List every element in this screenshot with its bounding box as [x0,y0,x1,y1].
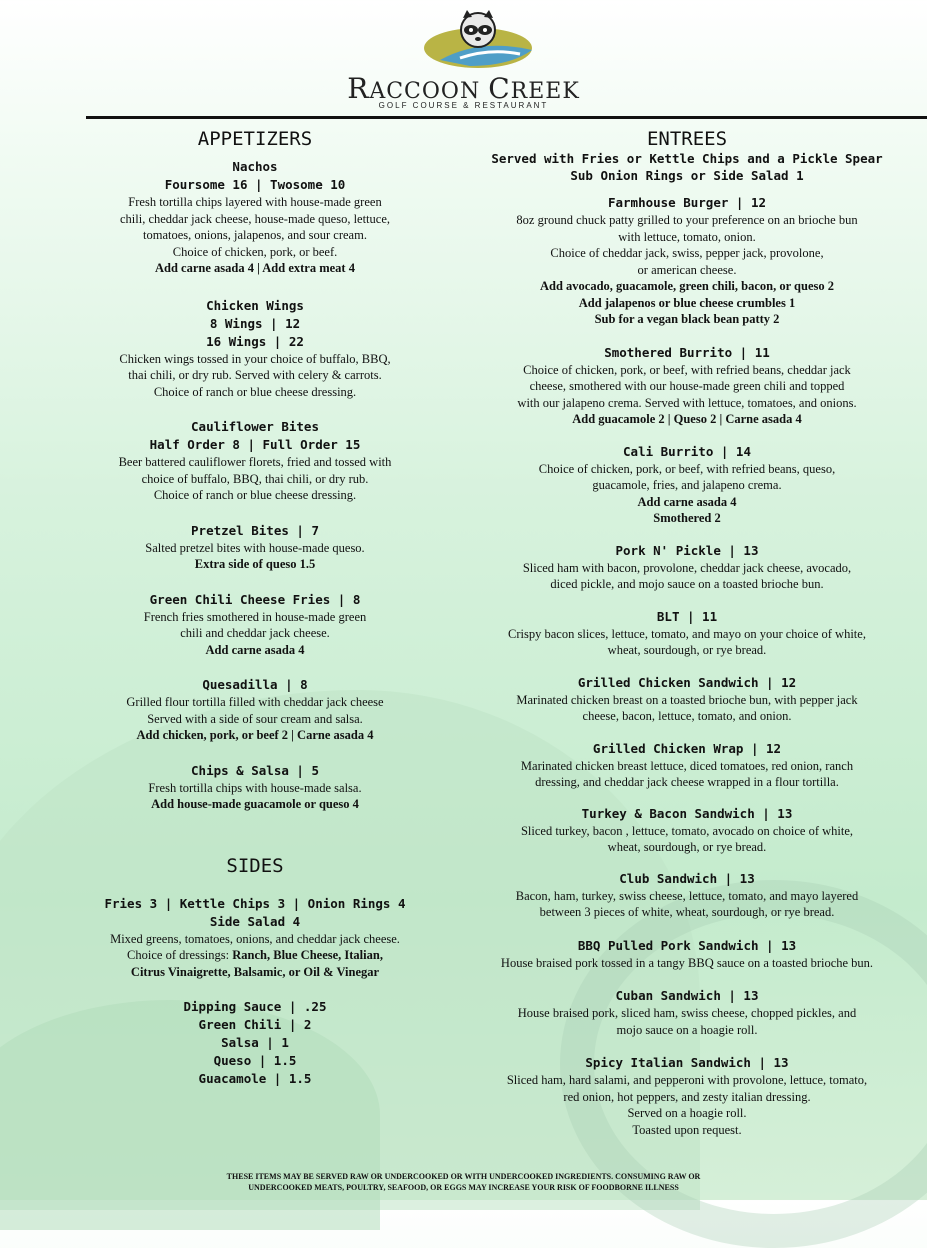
entrees-subtitle: Sub Onion Rings or Side Salad 1 [570,168,804,183]
item-description: House braised pork tossed in a tangy BBQ sauce on a toasted brioche bun. [500,955,874,970]
item-description: Fresh tortilla chips with house-made salsa. [148,780,362,795]
item-description: Beer battered cauliflower florets, fried and tossed with [118,455,392,469]
item-name: Cauliflower Bites [191,419,319,434]
item-name: Pretzel Bites | 7 [191,522,319,538]
item-description: between 3 pieces of white, wheat, sourdough, or rye bread. [539,905,835,919]
appetizers-title: APPETIZERS [197,128,313,150]
item-addon: Add carne asada 4 [637,494,737,509]
sides-dressings-cont: Citrus Vinaigrette, Balsamic, or Oil & Vinegar [130,964,380,979]
item-name: Quesadilla | 8 [202,677,308,692]
menu-item [85,158,425,277]
item-description: French fries smothered in house-made green [143,609,367,624]
menu-item [468,1054,906,1138]
food-safety-disclaimer [0,1171,927,1193]
item-description: 8oz ground chuck patty grilled to your preference on an brioche bun [516,213,858,227]
dipping-sauce-list [85,998,425,1088]
item-description: cheese, bacon, lettuce, tomato, and onion. [582,709,792,723]
item-price-line: 8 Wings | 12 [209,315,301,331]
item-description: wheat, sourdough, or rye bread. [607,643,767,657]
item-name: Cuban Sandwich | 13 [615,988,759,1003]
item-description: chili and cheddar jack cheese. [180,626,330,640]
dipping-sauce-item: Queso | 1.5 [213,1053,297,1068]
item-name: Nachos [232,159,278,174]
item-description: or american cheese. [637,262,737,277]
menu-item [468,194,906,328]
left-column [85,128,425,1088]
item-name: Chips & Salsa | 5 [191,762,319,778]
item-description: Sliced turkey, bacon , lettuce, tomato, avocado on choice of white, [520,823,854,838]
item-name: Turkey & Bacon Sandwich | 13 [581,805,793,821]
entree-list [468,194,906,1138]
dipping-sauce-item: Dipping Sauce | .25 [183,999,327,1014]
item-name: Grilled Chicken Sandwich | 12 [577,674,797,690]
entrees-title: ENTREES [646,128,728,150]
menu-item [85,676,425,744]
brand-tagline: GOLF COURSE & RESTAURANT [378,101,549,110]
item-name: Grilled Chicken Wrap | 12 [592,740,782,756]
item-name: Chicken Wings [206,297,304,313]
item-price-line: Half Order 8 | Full Order 15 [149,437,361,452]
item-addon: Extra side of queso 1.5 [194,557,316,571]
item-addon: Add carne asada 4 [205,642,305,657]
sides-price-line: Fries 3 | Kettle Chips 3 | Onion Rings 4 [104,895,406,911]
item-addon: Add chicken, pork, or beef 2 | Carne asada 4 [136,728,374,742]
header [0,0,927,120]
item-description: Sliced ham with bacon, provolone, cheddar jack cheese, avocado, [522,560,852,575]
sides-description: Mixed greens, tomatoes, onions, and cheddar jack cheese. [110,931,400,946]
sides-title: SIDES [226,854,284,877]
disclaimer-line: THESE ITEMS MAY BE SERVED RAW OR UNDERCOOKED OR WITH UNDERCOOKED INGREDIENTS. CONSUMING RAW OR [226,1172,701,1181]
item-description: choice of buffalo, BBQ, thai chili, or dry rub. [141,471,369,486]
item-description: with our jalapeno crema. Served with lettuce, tomatoes, and onions. [517,395,857,410]
item-description: Salted pretzel bites with house-made queso. [145,540,365,555]
raccoon-logo-icon [420,8,540,70]
menu-item [85,591,425,659]
menu-item [468,542,906,593]
item-description: Choice of cheddar jack, swiss, pepper jack, provolone, [550,246,824,260]
header-divider [86,116,927,119]
menu-item [468,805,906,856]
item-name: Green Chili Cheese Fries | 8 [149,591,361,607]
dipping-sauce-item: Salsa | 1 [221,1035,289,1050]
item-description: with lettuce, tomato, onion. [618,229,756,244]
sides-price-line: Side Salad 4 [209,913,301,929]
item-description: Crispy bacon slices, lettuce, tomato, and mayo on your choice of white, [508,626,866,641]
item-description: mojo sauce on a hoagie roll. [616,1022,758,1037]
menu-item [85,762,425,813]
dipping-sauce-item: Green Chili | 2 [198,1017,312,1032]
item-description: House braised pork, sliced ham, swiss cheese, chopped pickles, and [517,1006,857,1020]
item-description: Choice of chicken, pork, or beef, with refried beans, queso, [538,461,836,476]
menu-item [468,937,906,972]
brand-name: RACCOON CREEK [347,72,580,105]
item-addon: Add house-made guacamole or queso 4 [151,797,359,811]
item-addon: Smothered 2 [653,511,721,525]
sides-section [85,855,425,1089]
item-addon: Add carne asada 4 | Add extra meat 4 [155,261,355,275]
item-description: Sliced ham, hard salami, and pepperoni with provolone, lettuce, tomato, [506,1073,868,1087]
item-price-line: Foursome 16 | Twosome 10 [164,177,346,192]
item-name: BBQ Pulled Pork Sandwich | 13 [577,937,797,953]
item-name: Spicy Italian Sandwich | 13 [585,1055,789,1070]
menu-item [468,870,906,921]
item-addon: Add guacamole 2 | Queso 2 | Carne asada 4 [572,412,802,426]
item-name: Club Sandwich | 13 [619,870,755,886]
menu-item [468,987,906,1038]
item-addon: Add jalapenos or blue cheese crumbles 1 [578,295,796,310]
item-description: wheat, sourdough, or rye bread. [607,840,767,854]
item-name: Pork N' Pickle | 13 [615,542,759,558]
item-description: Choice of ranch or blue cheese dressing. [153,384,357,399]
right-column [468,128,906,1138]
item-description: Choice of chicken, pork, or beef, with refried beans, cheddar jack [523,362,851,377]
item-description: Marinated chicken breast lettuce, diced tomatoes, red onion, ranch [520,758,854,773]
item-description: thai chili, or dry rub. Served with celery & carrots. [128,368,382,382]
item-description: guacamole, fries, and jalapeno crema. [592,478,782,492]
item-addon: Sub for a vegan black bean patty 2 [594,312,780,326]
entrees-subtitle: Served with Fries or Kettle Chips and a Pickle Spear [491,151,883,166]
item-description: diced pickle, and mojo sauce on a toasted brioche bun. [550,577,824,591]
menu-item [85,522,425,573]
item-name: Farmhouse Burger | 12 [607,195,767,210]
item-name: BLT | 11 [656,608,718,624]
item-description: cheese, smothered with our house-made green chili and topped [529,379,845,393]
item-description: Served with a side of sour cream and salsa. [147,711,363,726]
menu-item [468,608,906,659]
item-addon: Add avocado, guacamole, green chili, bacon, or queso 2 [540,279,834,293]
item-description: red onion, hot peppers, and zesty italian dressing. [563,1089,811,1104]
dipping-sauce-item: Guacamole | 1.5 [198,1071,312,1086]
item-description: Bacon, ham, turkey, swiss cheese, lettuce, tomato, and mayo layered [515,888,859,903]
item-description: Marinated chicken breast on a toasted brioche bun, with pepper jack [516,692,858,707]
item-description: Toasted upon request. [632,1122,742,1137]
menu-item [85,418,425,504]
item-description: Fresh tortilla chips layered with house-made green [128,195,382,209]
item-name: Smothered Burrito | 11 [604,344,770,360]
sides-dressings: Choice of dressings: Ranch, Blue Cheese, Italian, [127,948,383,962]
item-description: Chicken wings tossed in your choice of buffalo, BBQ, [119,351,391,366]
appetizer-list [85,158,425,813]
menu-item [85,297,425,401]
item-description: Grilled flour tortilla filled with cheddar jack cheese [126,695,384,709]
item-description: chili, cheddar jack cheese, house-made queso, lettuce, [119,211,391,226]
menu-item [468,344,906,428]
item-description: tomatoes, onions, jalapenos, and sour cream. [143,228,367,242]
menu-item [468,674,906,725]
disclaimer-line: UNDERCOOKED MEATS, POULTRY, SEAFOOD, OR EGGS MAY INCREASE YOUR RISK OF FOODBORNE ILLNESS [248,1183,679,1192]
item-name: Cali Burrito | 14 [623,443,751,459]
menu-item [468,740,906,791]
item-description: dressing, and cheddar jack cheese wrapped in a flour tortilla. [535,775,839,789]
menu-item [468,443,906,527]
item-description: Choice of chicken, pork, or beef. [172,244,338,259]
item-description: Served on a hoagie roll. [627,1106,747,1120]
item-price-line: 16 Wings | 22 [206,333,304,349]
item-description: Choice of ranch or blue cheese dressing. [153,488,357,502]
